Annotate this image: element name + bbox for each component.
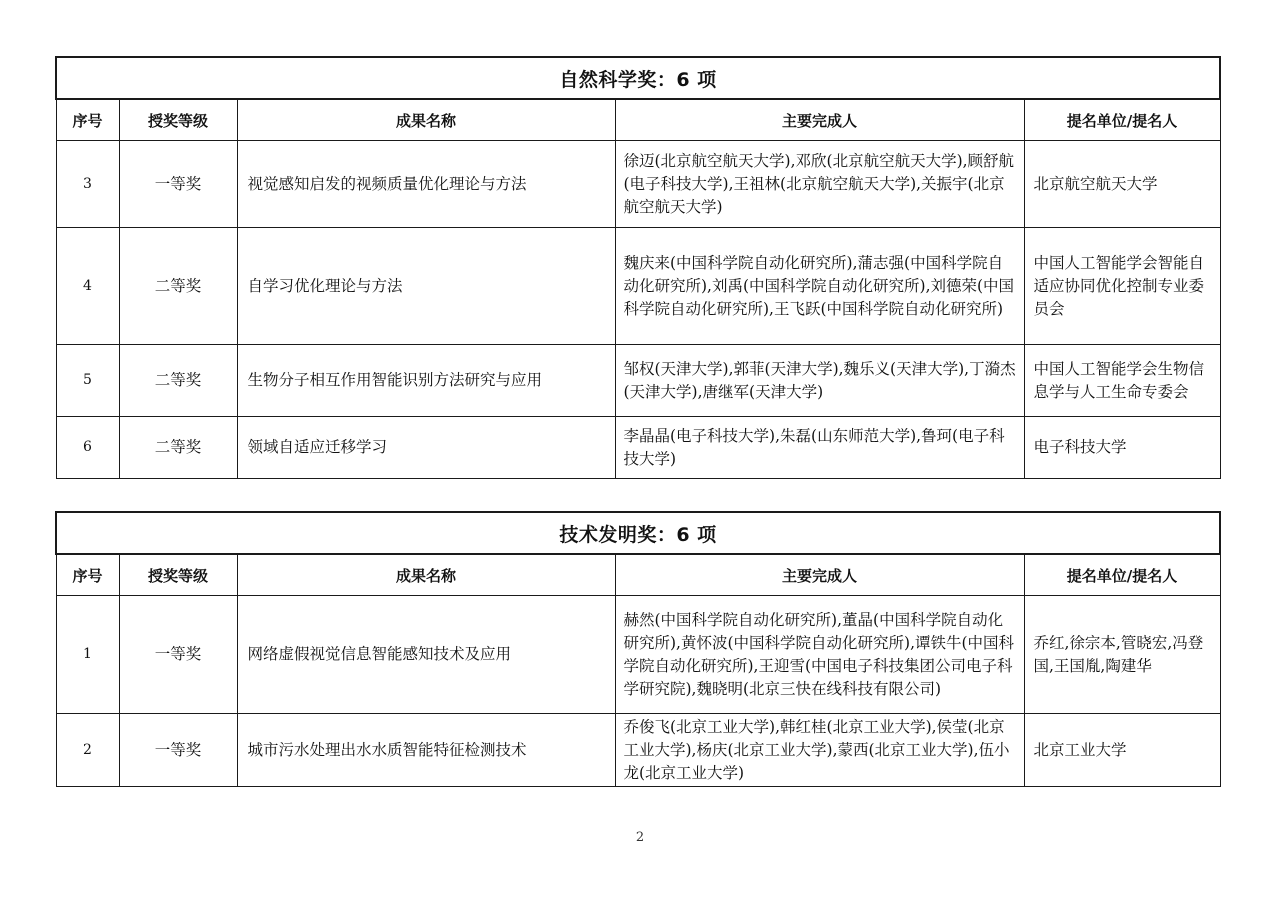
row-level: 二等奖 xyxy=(119,345,237,417)
natural-science-award-table xyxy=(55,56,1221,479)
row-level: 一等奖 xyxy=(119,141,237,228)
header-persons: 主要完成人 xyxy=(615,99,1024,141)
page-number: 2 xyxy=(635,830,645,845)
row-persons: 乔俊飞(北京工业大学),韩红桂(北京工业大学),侯莹(北京工业大学),杨庆(北京工业大学),蒙西(北京工业大学),伍小龙(北京工业大学) xyxy=(615,714,1024,787)
table-row xyxy=(56,228,1220,345)
section-title: 自然科学奖：6 项 xyxy=(56,57,1220,99)
row-name: 生物分子相互作用智能识别方法研究与应用 xyxy=(237,345,615,417)
row-level: 二等奖 xyxy=(119,228,237,345)
header-persons: 主要完成人 xyxy=(615,554,1024,596)
header-seq: 序号 xyxy=(56,99,119,141)
row-unit: 电子科技大学 xyxy=(1024,417,1220,479)
row-persons: 邹权(天津大学),郭菲(天津大学),魏乐义(天津大学),丁漪杰(天津大学),唐继军(天津大学) xyxy=(615,345,1024,417)
header-level: 授奖等级 xyxy=(119,99,237,141)
header-name: 成果名称 xyxy=(237,554,615,596)
row-seq: 2 xyxy=(56,714,119,787)
row-persons: 徐迈(北京航空航天大学),邓欣(北京航空航天大学),顾舒航(电子科技大学),王祖林(北京航空航天大学),关振宇(北京航空航天大学) xyxy=(615,141,1024,228)
header-level: 授奖等级 xyxy=(119,554,237,596)
row-persons: 李晶晶(电子科技大学),朱磊(山东师范大学),鲁珂(电子科技大学) xyxy=(615,417,1024,479)
table-row xyxy=(56,596,1220,714)
row-unit: 北京航空航天大学 xyxy=(1024,141,1220,228)
row-name: 领域自适应迁移学习 xyxy=(237,417,615,479)
row-name: 网络虚假视觉信息智能感知技术及应用 xyxy=(237,596,615,714)
row-unit: 中国人工智能学会智能自适应协同优化控制专业委员会 xyxy=(1024,228,1220,345)
row-seq: 5 xyxy=(56,345,119,417)
row-level: 一等奖 xyxy=(119,714,237,787)
row-seq: 3 xyxy=(56,141,119,228)
row-name: 自学习优化理论与方法 xyxy=(237,228,615,345)
header-unit: 提名单位/提名人 xyxy=(1024,554,1220,596)
header-name: 成果名称 xyxy=(237,99,615,141)
header-seq: 序号 xyxy=(56,554,119,596)
row-level: 一等奖 xyxy=(119,596,237,714)
technology-invention-award-table xyxy=(55,511,1221,787)
row-name: 视觉感知启发的视频质量优化理论与方法 xyxy=(237,141,615,228)
header-unit: 提名单位/提名人 xyxy=(1024,99,1220,141)
row-name: 城市污水处理出水水质智能特征检测技术 xyxy=(237,714,615,787)
row-unit: 北京工业大学 xyxy=(1024,714,1220,787)
table-row xyxy=(56,714,1220,787)
section-title: 技术发明奖：6 项 xyxy=(56,512,1220,554)
row-seq: 6 xyxy=(56,417,119,479)
row-unit: 乔红,徐宗本,管晓宏,冯登国,王国胤,陶建华 xyxy=(1024,596,1220,714)
table-row xyxy=(56,141,1220,228)
row-seq: 4 xyxy=(56,228,119,345)
table-row xyxy=(56,417,1220,479)
row-unit: 中国人工智能学会生物信息学与人工生命专委会 xyxy=(1024,345,1220,417)
row-seq: 1 xyxy=(56,596,119,714)
row-persons: 魏庆来(中国科学院自动化研究所),蒲志强(中国科学院自动化研究所),刘禹(中国科学院自动化研究所),刘德荣(中国科学院自动化研究所),王飞跃(中国科学院自动化研究所) xyxy=(615,228,1024,345)
table-row xyxy=(56,345,1220,417)
row-persons: 赫然(中国科学院自动化研究所),董晶(中国科学院自动化研究所),黄怀波(中国科学院自动化研究所),谭铁牛(中国科学院自动化研究所),王迎雪(中国电子科技集团公司电子科学研究院),魏晓明(北京三快在线科技有限公司) xyxy=(615,596,1024,714)
row-level: 二等奖 xyxy=(119,417,237,479)
